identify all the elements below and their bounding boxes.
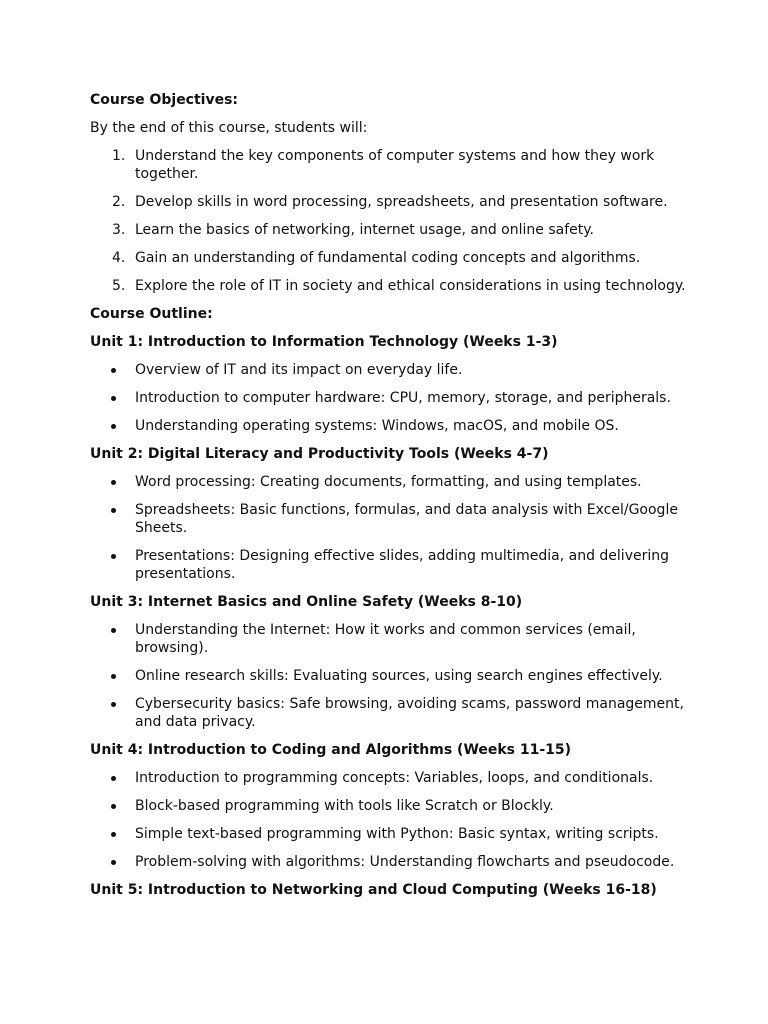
list-item — [90, 853, 690, 871]
bullet-icon — [111, 702, 116, 707]
objective-item — [90, 147, 690, 183]
bullet-icon — [111, 804, 116, 809]
course-outline-heading: Course Outline: — [90, 306, 213, 322]
course-objectives-heading: Course Objectives: — [90, 92, 239, 108]
bullet-icon — [111, 508, 116, 513]
objectives-intro: By the end of this course, students will: — [90, 120, 368, 136]
list-item — [90, 389, 690, 407]
document-page — [90, 91, 690, 909]
list-item — [90, 695, 690, 731]
objective-text: Understand the key components of computer systems and how they work together. — [135, 148, 655, 182]
list-item — [90, 667, 690, 685]
objectives-list — [90, 147, 690, 295]
objective-text: Learn the basics of networking, internet usage, and online safety. — [135, 222, 594, 238]
objective-item — [90, 277, 690, 295]
bullet-icon — [111, 396, 116, 401]
list-item — [90, 501, 690, 537]
unit-5-title: Unit 5: Introduction to Networking and Cloud Computing (Weeks 16-18) — [90, 882, 657, 898]
unit-3-title: Unit 3: Internet Basics and Online Safety (Weeks 8-10) — [90, 594, 523, 610]
list-item — [90, 417, 690, 435]
objective-number: 5. — [112, 278, 126, 294]
unit-1-list — [90, 361, 690, 435]
list-item — [90, 797, 690, 815]
list-item — [90, 473, 690, 491]
objective-number: 1. — [112, 148, 126, 164]
bullet-icon — [111, 424, 116, 429]
unit-4-list — [90, 769, 690, 871]
objective-number: 3. — [112, 222, 126, 238]
list-item-text: Presentations: Designing effective slides, adding multimedia, and delivering presentations. — [135, 548, 669, 582]
list-item-text: Word processing: Creating documents, formatting, and using templates. — [135, 474, 642, 490]
bullet-icon — [111, 368, 116, 373]
list-item — [90, 769, 690, 787]
objective-text: Explore the role of IT in society and ethical considerations in using technology. — [135, 278, 686, 294]
list-item-text: Block-based programming with tools like Scratch or Blockly. — [135, 798, 554, 814]
list-item-text: Overview of IT and its impact on everyday life. — [135, 362, 463, 378]
list-item-text: Understanding the Internet: How it works and common services (email, browsing). — [135, 622, 636, 656]
list-item-text: Understanding operating systems: Windows, macOS, and mobile OS. — [135, 418, 619, 434]
bullet-icon — [111, 628, 116, 633]
unit-2-title: Unit 2: Digital Literacy and Productivity Tools (Weeks 4-7) — [90, 446, 549, 462]
list-item-text: Cybersecurity basics: Safe browsing, avoiding scams, password management, and data privacy. — [135, 696, 684, 730]
objective-item — [90, 249, 690, 267]
bullet-icon — [111, 860, 116, 865]
unit-3-list — [90, 621, 690, 731]
list-item-text: Simple text-based programming with Python: Basic syntax, writing scripts. — [135, 826, 659, 842]
list-item-text: Introduction to computer hardware: CPU, memory, storage, and peripherals. — [135, 390, 671, 406]
unit-2-list — [90, 473, 690, 583]
bullet-icon — [111, 554, 116, 559]
list-item — [90, 547, 690, 583]
list-item-text: Online research skills: Evaluating sources, using search engines effectively. — [135, 668, 663, 684]
bullet-icon — [111, 832, 116, 837]
objective-item — [90, 221, 690, 239]
bullet-icon — [111, 674, 116, 679]
bullet-icon — [111, 480, 116, 485]
objective-number: 2. — [112, 194, 126, 210]
unit-4-title: Unit 4: Introduction to Coding and Algorithms (Weeks 11-15) — [90, 742, 572, 758]
objective-text: Develop skills in word processing, spreadsheets, and presentation software. — [135, 194, 668, 210]
bullet-icon — [111, 776, 116, 781]
list-item-text: Spreadsheets: Basic functions, formulas, and data analysis with Excel/Google Sheets. — [135, 502, 678, 536]
objective-text: Gain an understanding of fundamental coding concepts and algorithms. — [135, 250, 641, 266]
list-item-text: Problem-solving with algorithms: Understanding flowcharts and pseudocode. — [135, 854, 675, 870]
list-item — [90, 621, 690, 657]
list-item-text: Introduction to programming concepts: Variables, loops, and conditionals. — [135, 770, 654, 786]
objective-number: 4. — [112, 250, 126, 266]
list-item — [90, 825, 690, 843]
list-item — [90, 361, 690, 379]
unit-1-title: Unit 1: Introduction to Information Technology (Weeks 1-3) — [90, 334, 558, 350]
objective-item — [90, 193, 690, 211]
